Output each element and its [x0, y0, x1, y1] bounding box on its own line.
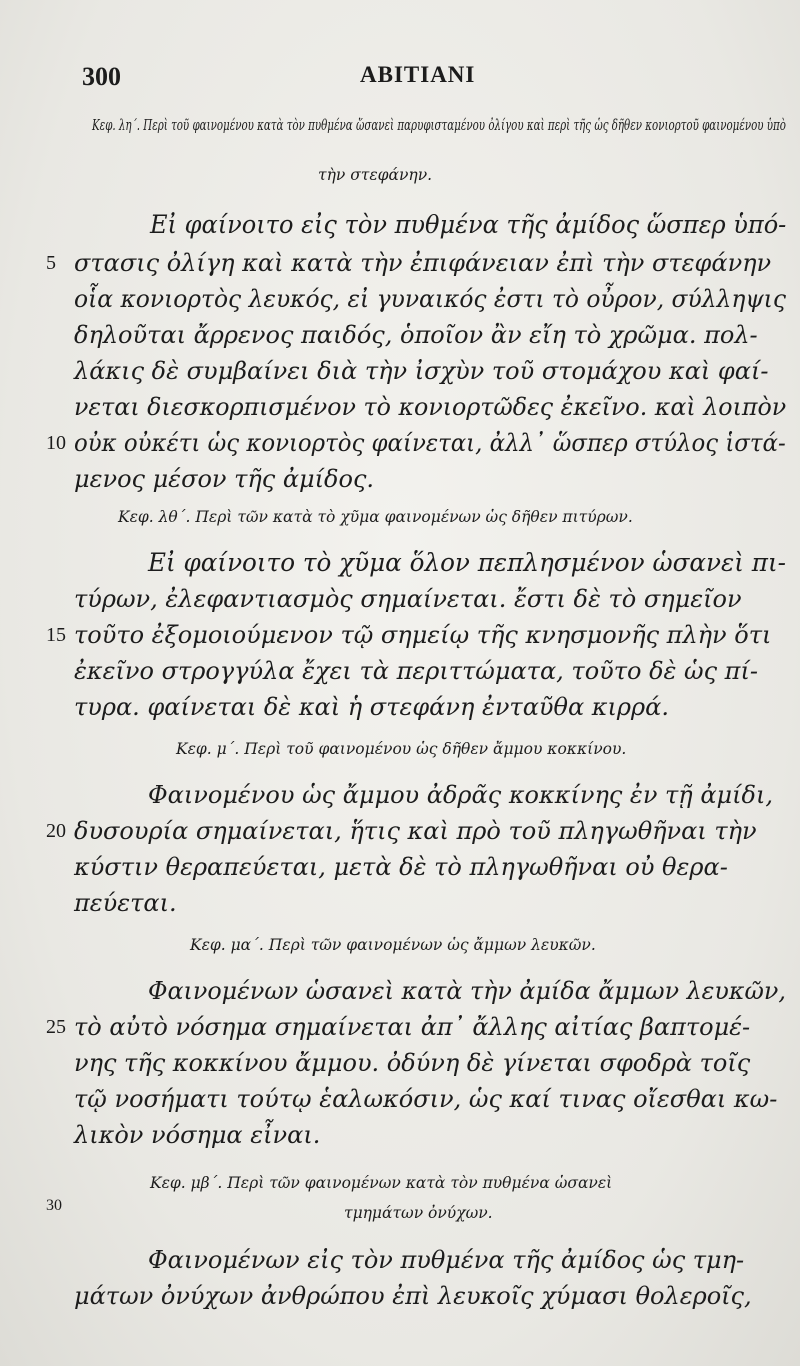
text-line: δηλοῦται ἄρρενος παιδός, ὁποῖον ἂν εἴη τὸ χρῶμα. πολ-: [74, 321, 758, 349]
text-line: κύστιν θεραπεύεται, μετὰ δὲ τὸ πληγωθῆναι οὐ θερα-: [74, 853, 728, 881]
line-number: 25: [46, 1016, 66, 1038]
text-line: τύρων, ἐλεφαντιασμὸς σημαίνεται. ἔστι δὲ τὸ σημεῖον: [74, 585, 742, 613]
heading-line: Κεφ. μα΄. Περὶ τῶν φαινομένων ὡς ἄμμων λευκῶν.: [190, 936, 596, 954]
text-line: πεύεται.: [74, 889, 177, 917]
heading-line: τμημάτων ὀνύχων.: [344, 1204, 493, 1222]
text-line: λάκις δὲ συμβαίνει διὰ τὴν ἰσχὺν τοῦ στομάχου καὶ φαί-: [74, 357, 769, 385]
text-line: νεται διεσκορπισμένον τὸ κονιορτῶδες ἐκεῖνο. καὶ λοιπὸν: [74, 393, 787, 421]
line-number: 10: [46, 432, 66, 454]
page-number: 300: [82, 62, 121, 91]
heading-line: Κεφ. λη΄. Περὶ τοῦ φαινομένου κατὰ τὸν πυθμένα ὥσανεὶ παρυφισταμένου ὀλίγου καὶ περὶ τῆς ὡς δῆθεν κονιορτοῦ φαινομένου ὑπὸ: [92, 116, 787, 134]
heading-line: Κεφ. μ΄. Περὶ τοῦ φαινομένου ὡς δῆθεν ἄμμου κοκκίνου.: [176, 740, 627, 758]
text-line: Φαινομένων εἰς τὸν πυθμένα τῆς ἀμίδος ὡς τμη-: [148, 1246, 745, 1274]
line-number: 30: [46, 1197, 62, 1214]
line-number: 5: [46, 252, 56, 274]
text-line: τῷ νοσήματι τούτῳ ἑαλωκόσιν, ὡς καί τινας οἴεσθαι κω-: [74, 1085, 778, 1113]
text-line: λικὸν νόσημα εἶναι.: [74, 1121, 321, 1149]
text-line: οἷα κονιορτὸς λευκός, εἰ γυναικός ἐστι τὸ οὖρον, σύλληψις: [74, 285, 786, 313]
heading-line: Κεφ. λθ΄. Περὶ τῶν κατὰ τὸ χῦμα φαινομένων ὡς δῆθεν πιτύρων.: [118, 508, 633, 526]
text-line: οὐκ οὐκέτι ὡς κονιορτὸς φαίνεται, ἀλλ᾿ ὥσπερ στύλος ἱστά-: [74, 429, 786, 457]
line-number: 15: [46, 624, 66, 646]
text-line: ἐκεῖνο στρογγύλα ἔχει τὰ περιττώματα, τοῦτο δὲ ὡς πί-: [74, 657, 758, 685]
text-line: μάτων ὀνύχων ἀνθρώπου ἐπὶ λευκοῖς χύμασι θολεροῖς,: [74, 1282, 752, 1310]
text-line: τὸ αὐτὸ νόσημα σημαίνεται ἀπ᾿ ἄλλης αἰτίας βαπτομέ-: [74, 1013, 751, 1041]
text-line: Φαινομένων ὡσανεὶ κατὰ τὴν ἀμίδα ἄμμων λευκῶν,: [148, 977, 786, 1005]
heading-line: Κεφ. μβ΄. Περὶ τῶν φαινομένων κατὰ τὸν πυθμένα ὡσανεὶ: [150, 1174, 613, 1192]
text-line: Εἰ φαίνοιτο εἰς τὸν πυθμένα τῆς ἀμίδος ὥσπερ ὑπό-: [150, 210, 787, 239]
text-line: Φαινομένου ὡς ἄμμου ἀδρᾶς κοκκίνης ἐν τῇ ἀμίδι,: [148, 781, 774, 809]
text-line: μενος μέσον τῆς ἀμίδος.: [74, 465, 375, 493]
line-number: 20: [46, 820, 66, 842]
text-line: τυρα. φαίνεται δὲ καὶ ἡ στεφάνη ἐνταῦθα κιρρά.: [74, 693, 669, 721]
text-line: τοῦτο ἐξομοιούμενον τῷ σημείῳ τῆς κνησμονῆς πλὴν ὅτι: [74, 621, 772, 649]
text-line: Εἰ φαίνοιτο τὸ χῦμα ὅλον πεπλησμένον ὡσανεὶ πι-: [148, 548, 786, 577]
text-line: δυσουρία σημαίνεται, ἥτις καὶ πρὸ τοῦ πληγωθῆναι τὴν: [74, 817, 757, 845]
heading-line: τὴν στεφάνην.: [318, 166, 433, 184]
running-head: [0, 62, 800, 98]
text-line: στασις ὀλίγη καὶ κατὰ τὴν ἐπιφάνειαν ἐπὶ τὴν στεφάνην: [74, 249, 772, 277]
text-line: νης τῆς κοκκίνου ἄμμου. ὀδύνη δὲ γίνεται σφοδρὰ τοῖς: [74, 1049, 751, 1077]
running-title: ABITIANI: [360, 62, 476, 87]
